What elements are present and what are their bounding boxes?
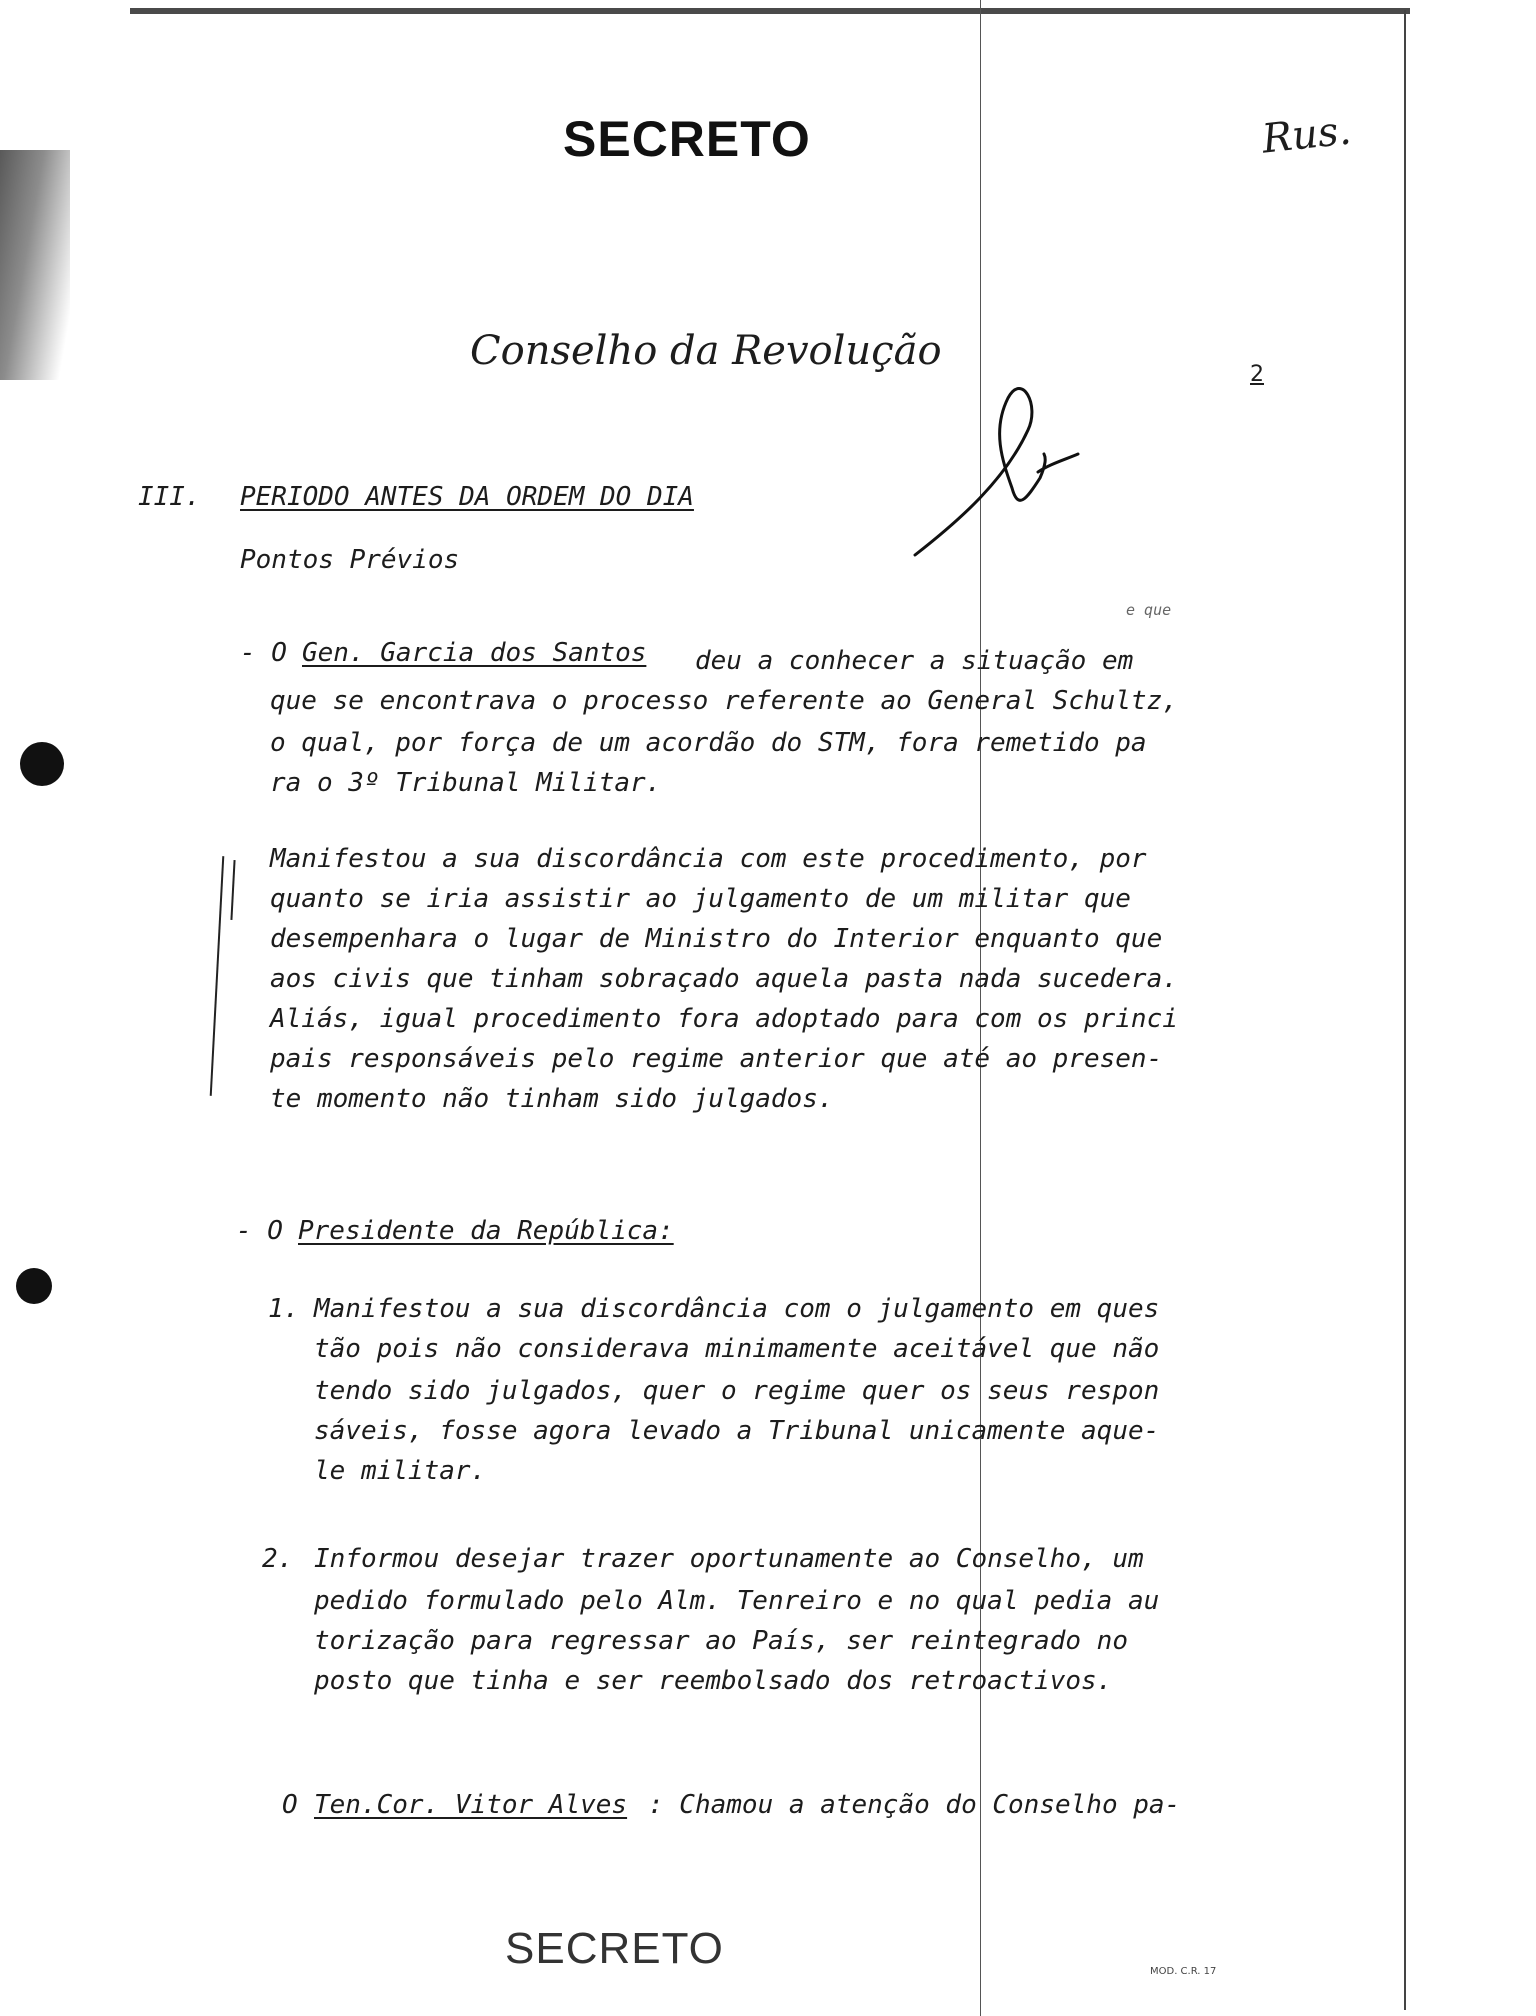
right-page-edge (1404, 10, 1406, 2010)
top-scan-edge (130, 8, 1410, 14)
presidente-dash: - O (236, 1216, 283, 1246)
vitor-rest: : Chamou a atenção do Conselho pa- (648, 1790, 1181, 1820)
section-number: III. (138, 482, 201, 512)
garcia-dash: - O (240, 638, 287, 668)
garcia-line-2: que se encontrava o processo referente ao General Schultz, (270, 686, 1178, 716)
secret-stamp-bottom: SECRETO (505, 1924, 724, 1973)
secret-stamp-top: SECRETO (563, 111, 811, 167)
garcia-name: Gen. Garcia dos Santos (302, 638, 647, 668)
garcia-line-4: ra o 3º Tribunal Militar. (270, 768, 662, 798)
manifestou-line-3: desempenhara o lugar de Ministro do Interior enquanto que (270, 924, 1163, 954)
manifestou-line-7: te momento não tinham sido julgados. (270, 1084, 834, 1114)
left-scan-shadow (0, 150, 70, 380)
section-subtitle: Pontos Prévios (240, 545, 460, 575)
council-title: Conselho da Revolução (470, 328, 942, 374)
item-2-line-4: posto que tinha e ser reembolsado dos retroactivos. (314, 1666, 1113, 1696)
manifestou-line-6: pais responsáveis pelo regime anterior que até ao presen- (270, 1044, 1163, 1074)
page-number: 2 (1250, 362, 1264, 387)
margin-mark-1 (210, 856, 225, 1096)
section-title: PERIODO ANTES DA ORDEM DO DIA (240, 482, 694, 512)
margin-note: e que (1126, 601, 1172, 619)
presidente-name: Presidente da República: (298, 1216, 674, 1246)
form-code: MOD. C.R. 17 (1150, 1966, 1217, 1977)
item-1-line-3: tendo sido julgados, quer o regime quer os seus respon (314, 1376, 1160, 1406)
item-2-line-3: torização para regressar ao País, ser reintegrado no (314, 1626, 1128, 1656)
garcia-line-3: o qual, por força de um acordão do STM, fora remetido pa (270, 728, 1147, 758)
signature-icon (900, 360, 1150, 570)
vitor-dash: O (282, 1790, 298, 1820)
manifestou-line-1: Manifestou a sua discordância com este procedimento, por (270, 844, 1147, 874)
margin-mark-2 (230, 860, 235, 920)
item-2-number: 2. (262, 1544, 294, 1574)
punch-hole-upper (20, 742, 64, 786)
item-1-line-2: tão pois não considerava minimamente aceitável que não (314, 1334, 1160, 1364)
handwritten-initials: Rus. (1259, 107, 1354, 163)
manifestou-line-5: Aliás, igual procedimento fora adoptado para com os princi (270, 1004, 1178, 1034)
item-2-line-2: pedido formulado pelo Alm. Tenreiro e no qual pedia au (314, 1586, 1160, 1616)
item-1-number: 1. (268, 1294, 300, 1324)
item-1-line-5: le militar. (314, 1456, 487, 1486)
garcia-line-1: deu a conhecer a situação em (695, 646, 1134, 676)
manifestou-line-2: quanto se iria assistir ao julgamento de um militar que (270, 884, 1131, 914)
vitor-name: Ten.Cor. Vitor Alves (314, 1790, 628, 1820)
punch-hole-lower (16, 1268, 52, 1304)
manifestou-line-4: aos civis que tinham sobraçado aquela pasta nada sucedera. (270, 964, 1178, 994)
item-1-line-4: sáveis, fosse agora levado a Tribunal unicamente aque- (314, 1416, 1160, 1446)
item-1-line-1: Manifestou a sua discordância com o julgamento em ques (314, 1294, 1160, 1324)
item-2-line-1: Informou desejar trazer oportunamente ao Conselho, um (314, 1544, 1144, 1574)
